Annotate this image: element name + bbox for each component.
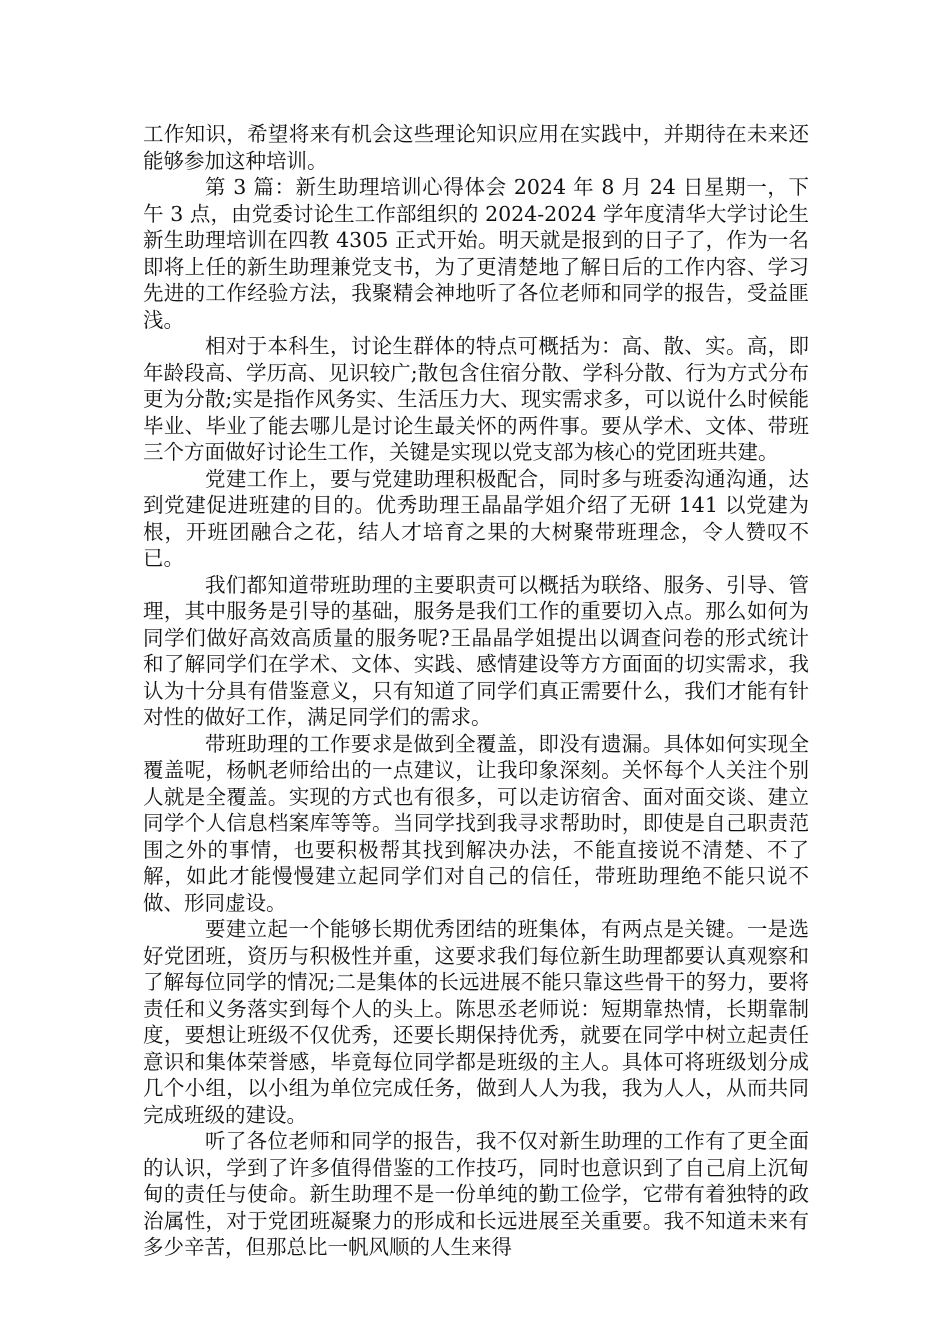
paragraph-graduate-traits: 相对于本科生，讨论生群体的特点可概括为：高、散、实。高，即年龄段高、学历高、见识较广;散包含住宿分散、学科分散、行为方式分布更为分散;实是指作风务实、生活压力大、现实需求多，可以说什么时候能毕业、毕业了能去哪儿是讨论生最关怀的两件事。要从学术、文体、带班三个方面做好讨论生工作，关键是实现以党支部为核心的党团班共建。 (143, 334, 809, 464)
paragraph-class-collective: 要建立起一个能够长期优秀团结的班集体，有两点是关键。一是选好党团班，资历与积极性并重，这要求我们每位新生助理都要认真观察和了解每位同学的情况;二是集体的长远进展不能只靠这些骨干的努力，要将责任和义务落实到每个人的头上。陈思丞老师说：短期靠热情，长期靠制度，要想让班级不仅优秀，还要长期保持优秀，就要在同学中树立起责任意识和集体荣誉感，毕竟每位同学都是班级的主人。具体可将班级划分成几个小组，以小组为单位完成任务，做到人人为我，我为人人，从而共同完成班级的建设。 (143, 917, 809, 1127)
paragraph-party-building: 党建工作上，要与党建助理积极配合，同时多与班委沟通沟通，达到党建促进班建的目的。优秀助理王晶晶学姐介绍了无研 141 以党建为根，开班团融合之花，结人才培育之果的大树聚带班理念，令人赞叹不已。 (143, 466, 809, 570)
paragraph-service-duties: 我们都知道带班助理的主要职责可以概括为联络、服务、引导、管理，其中服务是引导的基础，服务是我们工作的重要切入点。那么如何为同学们做好高效高质量的服务呢?王晶晶学姐提出以调查问卷的形式统计和了解同学们在学术、文体、实践、感情建设等方方面面的切实需求，我认为十分具有借鉴意义，只有知道了同学们真正需要什么，我们才能有针对性的做好工作，满足同学们的需求。 (143, 572, 809, 729)
paragraph-reflection: 听了各位老师和同学的报告，我不仅对新生助理的工作有了更全面的认识，学到了许多值得借鉴的工作技巧，同时也意识到了自己肩上沉甸甸的责任与使命。新生助理不是一份单纯的勤工俭学，它带有着独特的政治属性，对于党团班凝聚力的形成和长远进展至关重要。我不知道未来有多少辛苦，但那总比一帆风顺的人生来得 (143, 1129, 809, 1259)
paragraph-article-intro: 第 3 篇：新生助理培训心得体会 2024 年 8 月 24 日星期一，下午 3 点，由党委讨论生工作部组织的 2024-2024 学年度清华大学讨论生新生助理培训在四教 4305 正式开始。明天就是报到的日子了，作为一名即将上任的新生助理兼党支书，为了更清楚地了解日后的工作内容、学习先进的工作经验方法，我聚精会神地听了各位老师和同学的报告，受益匪浅。 (143, 175, 809, 332)
paragraph-continuation: 工作知识，希望将来有机会这些理论知识应用在实践中，并期待在未来还能够参加这种培训。 (143, 122, 809, 173)
paragraph-full-coverage: 带班助理的工作要求是做到全覆盖，即没有遗漏。具体如何实现全覆盖呢，杨帆老师给出的一点建议，让我印象深刻。关怀每个人关注个别人就是全覆盖。实现的方式也有很多，可以走访宿舍、面对面交谈、建立同学个人信息档案库等等。当同学找到我寻求帮助时，即使是自己职责范围之外的事情，也要积极帮其找到解决办法，不能直接说不清楚、不了解，如此才能慢慢建立起同学们对自己的信任，带班助理绝不能只说不做、形同虚设。 (143, 731, 809, 915)
document-page (143, 121, 809, 1261)
